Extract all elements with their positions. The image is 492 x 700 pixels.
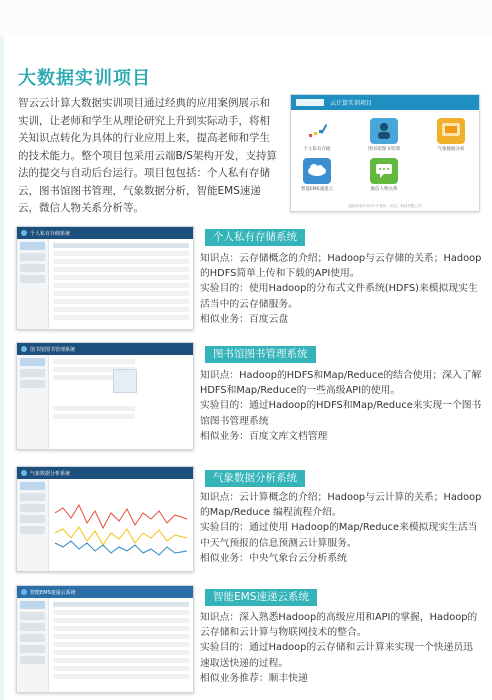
promo-titlebar [291,95,479,110]
section-body-3 [200,490,482,566]
related-text: 相似业务：百度文库文档管理 [200,430,328,442]
logo [296,99,324,106]
screenshot-private-storage [16,226,194,330]
tile-label: 气象数据分析 [437,147,465,152]
screenshot-title: 智能EMS速递云系统 [30,589,76,596]
promo-footer: 版权所有©2015 中智讯（武汉）科技有限公司 [348,204,422,208]
top-band [0,0,492,36]
knowledge-text: 知识点：云存储概念的介绍；Hadoop与云存储的关系；Hadoop的HDFS简单上传和下载的API使用。 [200,253,482,280]
screenshot-sidebar [17,479,49,571]
app-icon [21,230,27,236]
section-heading-4: 智能EMS速递云系统 [205,589,317,606]
tile-label: 个人私有存储 [303,147,331,152]
screenshot-form [53,359,189,445]
side-stripe [0,36,4,700]
chat-bubble-icon[interactable] [370,158,398,184]
screenshot-weather [16,466,194,572]
screenshot-ems [16,585,194,693]
screenshot-titlebar [17,227,193,239]
library-user-icon[interactable] [370,118,398,144]
section-heading-3: 气象数据分析系统 [205,470,305,487]
section-heading-1: 个人私有存储系统 [205,229,305,246]
screenshot-chart [53,483,189,567]
tile-label: 图书馆图书管理 [368,147,400,152]
screenshot-titlebar [17,586,193,598]
section-body-4 [200,610,482,686]
screenshot-table [53,243,189,325]
promo-app-window [290,94,480,212]
cloud-storage-icon[interactable] [303,118,331,144]
app-icon [21,470,27,476]
screenshot-title: 气象数据分析系统 [30,470,71,477]
goal-text: 实验目的：使用Hadoop的分布式文件系统(HDFS)来模拟现实生活当中的云存储服务。 [200,283,478,310]
promo-grid [291,110,479,202]
screenshot-titlebar [17,343,193,355]
screenshot-sidebar [17,239,49,329]
related-text: 相似业务推荐：顺丰快递 [200,672,308,684]
screenshot-library [16,342,194,450]
related-text: 相似业务：中央气象台云分析系统 [200,552,347,564]
screenshot-list [53,602,189,688]
goal-text: 实验目的：通过使用 Hadoop的Map/Reduce来模拟现实生活当中天气预报的信息预测云计算服务。 [200,522,478,549]
book-cover [113,369,137,393]
goal-text: 实验目的：通过Hadoop的云存储和云计算来实现一个快递员迅速取送快递的过程。 [200,642,473,669]
knowledge-text: 知识点：深入熟悉Hadoop的高级应用和API的掌握，Hadoop的云存储和云计算与物联网技术的整合。 [200,612,478,639]
weather-screen-icon[interactable] [437,118,465,144]
intro-paragraph: 智云云计算大数据实训项目通过经典的应用案例展示和实训，让老师和学生从理论研究上升到实际动手，将相关知识点转化为具体的行业应用上来，提高老师和学生的技术能力。整个项目包采用云端B/S架构开发，支持算法的提交与自动后台运行。项目包包括：个人私有存储云，图书馆图书管理，气象数据分析，智能EMS速递云，微信人物关系分析等。 [18,97,277,214]
promo-window-title: 云计算实训项目 [330,100,373,107]
screenshot-title: 图书馆图书管理系统 [30,346,76,353]
cloud-delivery-icon[interactable] [303,158,331,184]
tile-label: 微信人物关系 [370,187,398,192]
section-body-2 [200,368,482,444]
related-text: 相似业务：百度云盘 [200,313,289,325]
knowledge-text: 知识点：Hadoop的HDFS和Map/Reduce的结合使用；深入了解HDFS和Map/Reduce的一些高级API的使用。 [200,370,482,397]
section-heading-2: 图书馆图书管理系统 [205,346,316,363]
line-chart-thumbnail [53,483,191,567]
page-title: 大数据实训项目 [18,68,151,89]
tile-label: 智能EMS速递云 [300,187,334,192]
screenshot-sidebar [17,598,49,692]
goal-text: 实验目的：通过Hadoop的HDFS和Map/Reduce来实现一个图书馆图书管理系统 [200,400,482,427]
section-body-1 [200,251,482,327]
app-icon [21,346,27,352]
screenshot-sidebar [17,355,49,449]
screenshot-title: 个人私有存储系统 [30,230,71,237]
knowledge-text: 知识点：云计算概念的介绍；Hadoop与云计算的关系；Hadoop的Map/Reduce 编程流程介绍。 [200,492,482,519]
screenshot-titlebar [17,467,193,479]
app-icon [21,589,27,595]
